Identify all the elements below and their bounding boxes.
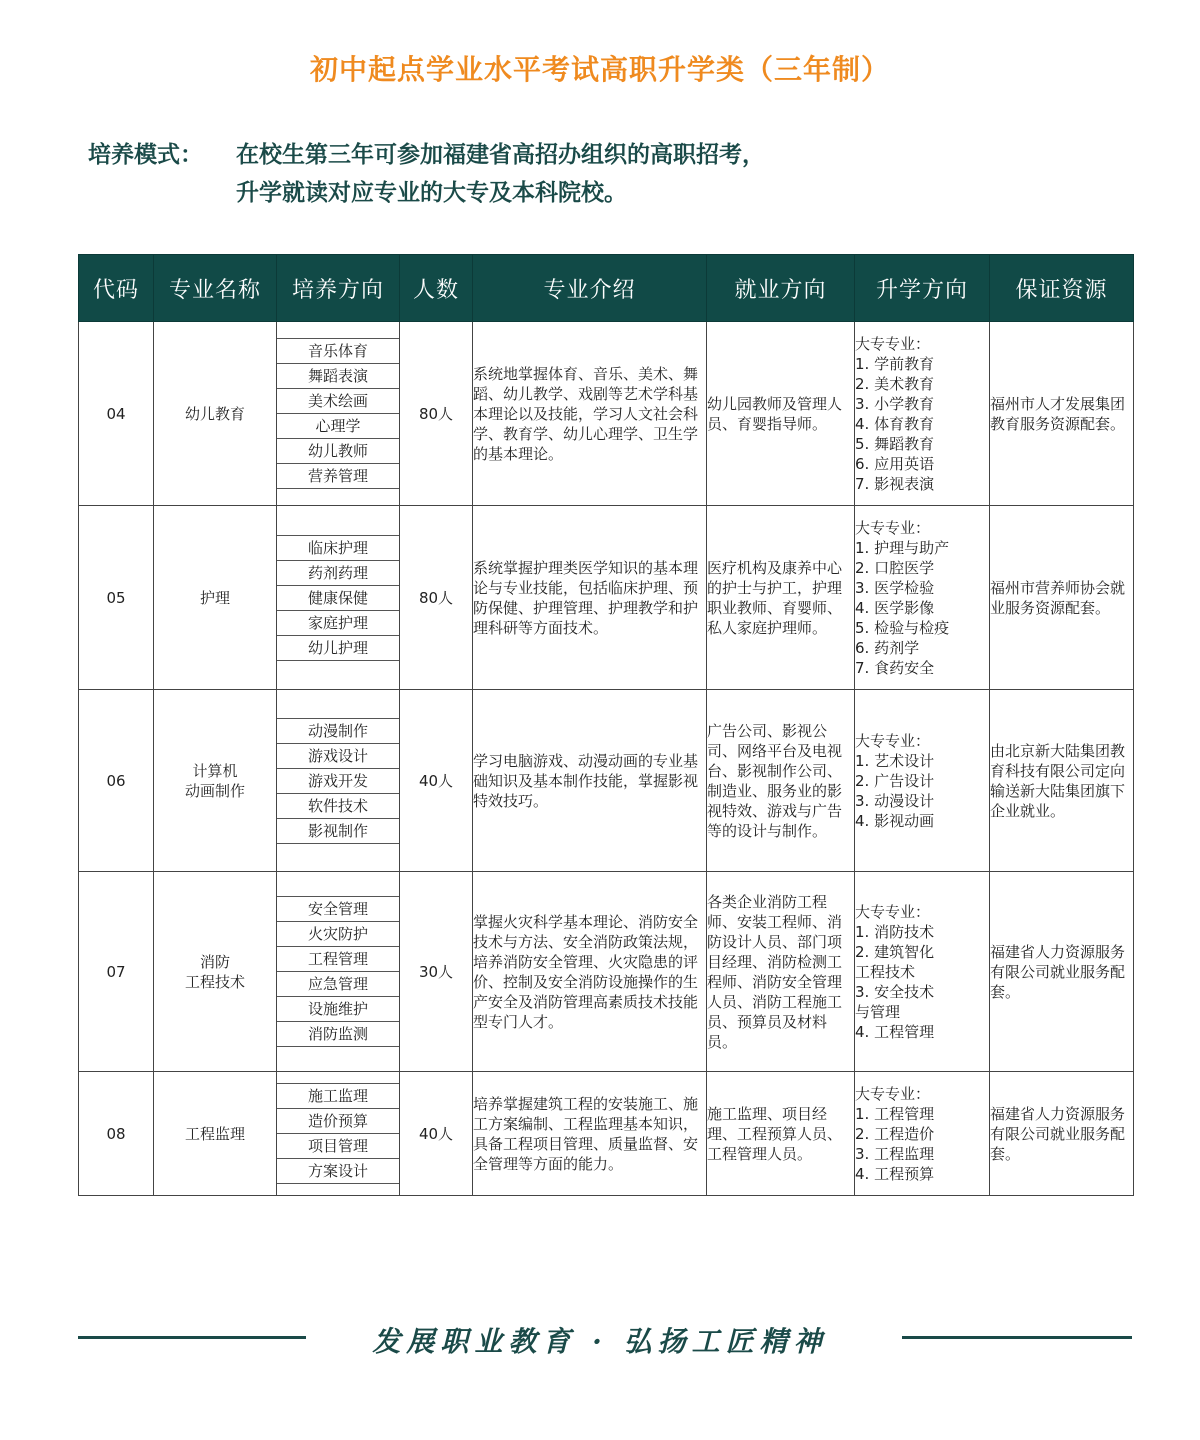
- job-direction: 各类企业消防工程师、安装工程师、消防设计人员、部门项目经理、消防检测工程师、消防安全管理人员、消防工程施工员、预算员及材料员。: [707, 872, 855, 1072]
- training-mode-label: 培养模式：: [88, 142, 203, 168]
- job-direction: 广告公司、影视公司、网络平台及电视台、影视制作公司、制造业、服务业的影视特效、游戏与广告等的设计与制作。: [707, 690, 855, 872]
- direction-list: [277, 535, 399, 661]
- direction-list: [277, 1083, 399, 1184]
- further-study: [855, 872, 990, 1072]
- table-row: [79, 322, 1134, 506]
- training-mode-line-2: 升学就读对应专业的大专及本科院校。: [236, 180, 627, 206]
- further-study-item: 1. 护理与助产: [855, 538, 950, 557]
- table-header-row: [79, 255, 1134, 322]
- further-study-item: 2. 口腔医学: [855, 558, 935, 577]
- further-study-item: 大专专业：: [855, 518, 931, 537]
- header-resource: 保证资源: [990, 255, 1134, 322]
- header-code: 代码: [79, 255, 154, 322]
- major-intro: 掌握火灾科学基本理论、消防安全技术与方法、安全消防政策法规，培养消防安全管理、火灾隐患的评价、控制及安全消防设施操作的生产安全及消防管理高素质技术技能型专门人才。: [473, 872, 707, 1072]
- major-name-line: 工程监理: [184, 1124, 245, 1143]
- major-code: 08: [79, 1072, 154, 1196]
- further-study: [855, 690, 990, 872]
- further-study-item: 5. 舞蹈教育: [855, 434, 935, 453]
- direction-item: 临床护理: [277, 535, 399, 560]
- table-row: [79, 872, 1134, 1072]
- direction-list: [277, 338, 399, 489]
- direction-item: 应急管理: [277, 971, 399, 996]
- direction-item: 营养管理: [277, 463, 399, 489]
- further-study-list: [855, 518, 989, 678]
- major-name-line: 护理: [199, 588, 230, 607]
- student-count: 80人: [400, 322, 473, 506]
- further-study-item: 4. 体育教育: [855, 414, 935, 433]
- footer: [0, 1320, 1200, 1360]
- direction-list: [277, 896, 399, 1047]
- direction-item: 项目管理: [277, 1133, 399, 1158]
- major-intro: 系统掌握护理类医学知识的基本理论与专业技能，包括临床护理、预防保健、护理管理、护理教学和护理科研等方面技术。: [473, 506, 707, 690]
- table-row: [79, 1072, 1134, 1196]
- direction-item: 安全管理: [277, 896, 399, 921]
- direction-item: 游戏设计: [277, 743, 399, 768]
- direction-item: 动漫制作: [277, 718, 399, 743]
- job-direction: 医疗机构及康养中心的护士与护工，护理职业教师、育婴师、私人家庭护理师。: [707, 506, 855, 690]
- major-name: [154, 322, 277, 506]
- further-study-item: 工程技术: [855, 962, 916, 981]
- guarantee-resource: 福建省人力资源服务有限公司就业服务配套。: [990, 1072, 1134, 1196]
- direction-cell: [277, 506, 400, 690]
- direction-list: [277, 718, 399, 844]
- further-study-item: 4. 医学影像: [855, 598, 935, 617]
- header-count: 人数: [400, 255, 473, 322]
- further-study-item: 3. 安全技术: [855, 982, 935, 1001]
- direction-item: 幼儿护理: [277, 635, 399, 661]
- footer-slogan: 发展职业教育 · 弘扬工匠精神: [372, 1325, 828, 1358]
- direction-item: 火灾防护: [277, 921, 399, 946]
- further-study-item: 2. 广告设计: [855, 771, 935, 790]
- major-code: 07: [79, 872, 154, 1072]
- header-direction: 培养方向: [277, 255, 400, 322]
- further-study: [855, 322, 990, 506]
- direction-cell: [277, 322, 400, 506]
- direction-item: 音乐体育: [277, 338, 399, 363]
- page-title: 初中起点学业水平考试高职升学类（三年制）: [309, 53, 890, 86]
- direction-item: 施工监理: [277, 1083, 399, 1108]
- direction-cell: [277, 690, 400, 872]
- further-study-item: 6. 药剂学: [855, 638, 920, 657]
- further-study-item: 大专专业：: [855, 1084, 931, 1103]
- guarantee-resource: 福建省人力资源服务有限公司就业服务配套。: [990, 872, 1134, 1072]
- header-major-name: 专业名称: [154, 255, 277, 322]
- header-further-study: 升学方向: [855, 255, 990, 322]
- major-intro: 培养掌握建筑工程的安装施工、施工方案编制、工程监理基本知识，具备工程项目管理、质量监督、安全管理等方面的能力。: [473, 1072, 707, 1196]
- further-study-item: 大专专业：: [855, 334, 931, 353]
- table-body: [79, 322, 1134, 1196]
- major-name-line: 幼儿教育: [184, 404, 245, 423]
- major-code: 05: [79, 506, 154, 690]
- table-row: [79, 506, 1134, 690]
- further-study-item: 3. 动漫设计: [855, 791, 935, 810]
- further-study-item: 1. 学前教育: [855, 354, 935, 373]
- major-code: 04: [79, 322, 154, 506]
- direction-item: 药剂药理: [277, 560, 399, 585]
- further-study-item: 大专专业：: [855, 902, 931, 921]
- further-study-item: 7. 影视表演: [855, 474, 935, 493]
- student-count: 30人: [400, 872, 473, 1072]
- further-study-item: 2. 工程造价: [855, 1124, 935, 1143]
- direction-cell: [277, 872, 400, 1072]
- further-study-item: 3. 工程监理: [855, 1144, 935, 1163]
- major-intro: 学习电脑游戏、动漫动画的专业基础知识及基本制作技能，掌握影视特效技巧。: [473, 690, 707, 872]
- major-name: [154, 872, 277, 1072]
- further-study-item: 5. 检验与检疫: [855, 618, 950, 637]
- guarantee-resource: 福州市人才发展集团教育服务资源配套。: [990, 322, 1134, 506]
- direction-item: 舞蹈表演: [277, 363, 399, 388]
- further-study-item: 4. 工程管理: [855, 1022, 935, 1041]
- direction-item: 设施维护: [277, 996, 399, 1021]
- guarantee-resource: 由北京新大陆集团教育科技有限公司定向输送新大陆集团旗下企业就业。: [990, 690, 1134, 872]
- job-direction: 施工监理、项目经理、工程预算人员、工程管理人员。: [707, 1072, 855, 1196]
- direction-item: 造价预算: [277, 1108, 399, 1133]
- direction-item: 消防监测: [277, 1021, 399, 1047]
- direction-item: 心理学: [277, 413, 399, 438]
- further-study-item: 4. 工程预算: [855, 1164, 935, 1183]
- major-name-line: 工程技术: [184, 972, 245, 991]
- further-study-item: 6. 应用英语: [855, 454, 935, 473]
- further-study: [855, 1072, 990, 1196]
- further-study-item: 1. 工程管理: [855, 1104, 935, 1123]
- major-name-line: 消防: [199, 952, 230, 971]
- guarantee-resource: 福州市营养师协会就业服务资源配套。: [990, 506, 1134, 690]
- further-study-list: [855, 334, 989, 494]
- further-study-item: 7. 食药安全: [855, 658, 935, 677]
- major-intro: 系统地掌握体育、音乐、美术、舞蹈、幼儿教学、戏剧等艺术学科基本理论以及技能，学习人文社会科学、教育学、幼儿心理学、卫生学的基本理论。: [473, 322, 707, 506]
- major-name-line: 动画制作: [184, 781, 245, 800]
- further-study-item: 3. 医学检验: [855, 578, 935, 597]
- direction-item: 影视制作: [277, 818, 399, 844]
- student-count: 40人: [400, 690, 473, 872]
- header-job: 就业方向: [707, 255, 855, 322]
- table-row: [79, 690, 1134, 872]
- direction-item: 健康保健: [277, 585, 399, 610]
- direction-item: 幼儿教师: [277, 438, 399, 463]
- student-count: 80人: [400, 506, 473, 690]
- further-study-item: 与管理: [855, 1002, 901, 1021]
- major-name: [154, 1072, 277, 1196]
- footer-line-right: [902, 1336, 1132, 1339]
- further-study: [855, 506, 990, 690]
- further-study-item: 1. 消防技术: [855, 922, 935, 941]
- major-name-line: 计算机: [192, 761, 238, 780]
- further-study-item: 2. 美术教育: [855, 374, 935, 393]
- direction-cell: [277, 1072, 400, 1196]
- further-study-item: 2. 建筑智化: [855, 942, 935, 961]
- header-intro: 专业介绍: [473, 255, 707, 322]
- direction-item: 家庭护理: [277, 610, 399, 635]
- further-study-list: [855, 1084, 989, 1184]
- major-name: [154, 506, 277, 690]
- further-study-item: 3. 小学教育: [855, 394, 935, 413]
- major-code: 06: [79, 690, 154, 872]
- training-mode-line-1: 在校生第三年可参加福建省高招办组织的高职招考，: [236, 142, 765, 168]
- direction-item: 工程管理: [277, 946, 399, 971]
- direction-item: 方案设计: [277, 1158, 399, 1184]
- student-count: 40人: [400, 1072, 473, 1196]
- direction-item: 美术绘画: [277, 388, 399, 413]
- further-study-item: 大专专业：: [855, 731, 931, 750]
- direction-item: 游戏开发: [277, 768, 399, 793]
- further-study-item: 1. 艺术设计: [855, 751, 935, 770]
- training-mode-text: [236, 136, 1116, 212]
- direction-item: 软件技术: [277, 793, 399, 818]
- further-study-list: [855, 902, 989, 1042]
- further-study-item: 4. 影视动画: [855, 811, 935, 830]
- major-name: [154, 690, 277, 872]
- further-study-list: [855, 731, 989, 831]
- job-direction: 幼儿园教师及管理人员、育婴指导师。: [707, 322, 855, 506]
- major-table: [78, 254, 1134, 1196]
